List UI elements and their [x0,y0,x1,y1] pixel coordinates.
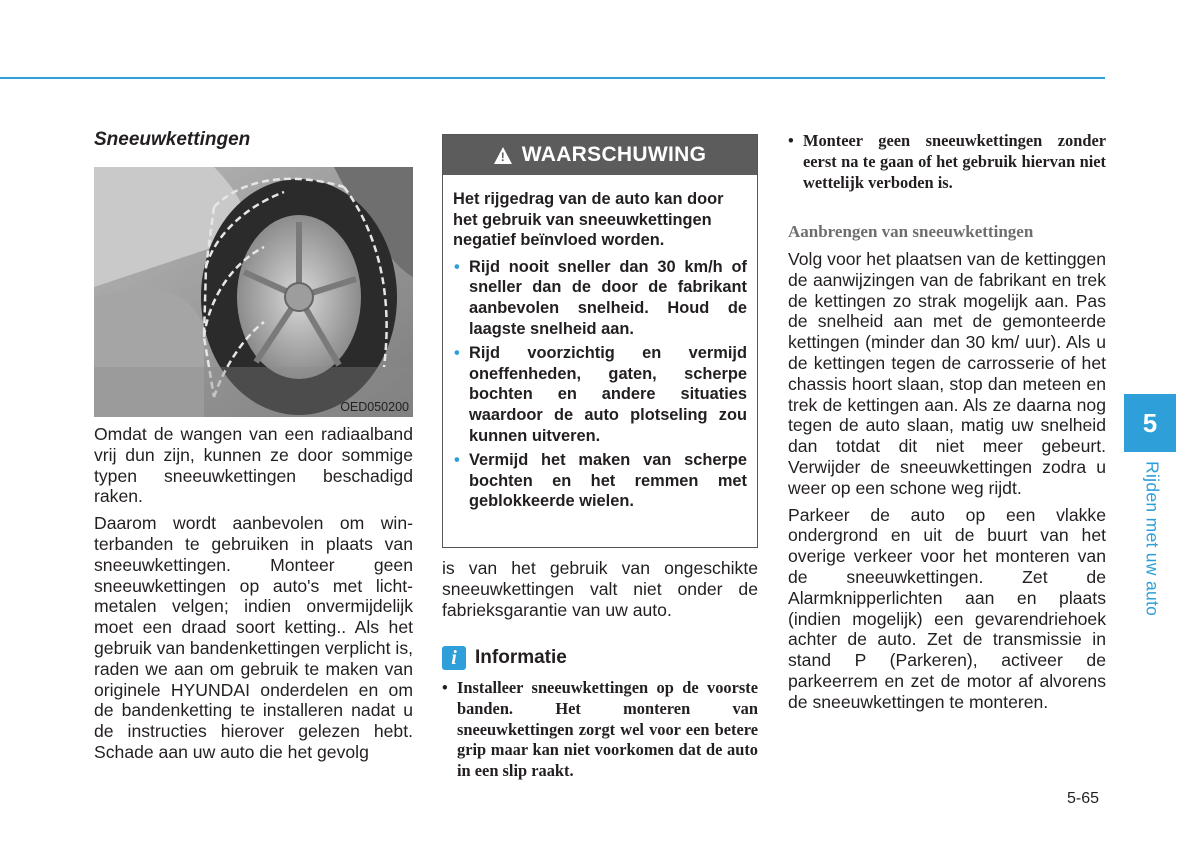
snow-chain-photo [94,167,413,417]
col2-text [442,558,758,620]
col3-text [788,249,1106,713]
warning-triangle-icon: ! [494,147,512,164]
warning-body [443,175,757,512]
warning-item: • Monteer geen sneeuwkettingen zonder eerst na te gaan of het gebruik hiervan niet wettelijk verboden is. [788,131,1106,193]
paragraph: is van het gebruik van ongeschikte sneeuwkettingen valt niet onder de fabrieksgarantie van uw auto. [442,558,758,620]
chapter-label: Rijden met uw auto [1142,461,1163,617]
photo-code: OED050200 [340,400,409,414]
info-item: • Installeer sneeuwkettingen op de voorste banden. Het monteren van sneeuwkettingen zorgt wel voor een betere grip maar kan niet voorkomen dat de auto in een slip raakt. [442,678,758,782]
warning-header [443,135,757,175]
car-wheel-illustration [94,167,413,417]
warning-item: • Rijd voorzichtig en vermijd oneffenheden, gaten, scherpe bochten en andere situaties waardoor de auto plotseling zou kunnen uitveren. [453,343,747,446]
warning-item: • Rijd nooit sneller dan 30 km/h of sneller dan de door de fabrikant aanbevolen snelheid. Houd de laagste snelheid aan. [453,257,747,339]
warning-list [453,257,747,512]
info-list [442,678,758,782]
header-rule [0,77,1105,79]
chapter-tab: 5 [1124,394,1176,452]
warning-box [442,134,758,548]
subheading: Aanbrengen van sneeuwkettingen [788,222,1034,241]
info-title: Informatie [475,647,567,668]
col3-warning-list [788,131,1106,193]
paragraph: Omdat de wangen van een radiaalband vrij dun zijn, kunnen ze door sommige typen sneeuwkettingen beschadigd raken. [94,424,413,507]
paragraph: Daarom wordt aanbevolen om winterbanden te gebruiken in plaats van sneeuwkettingen. Monteer geen sneeuwkettingen op auto's met lichtmetalen velgen; indien onvermijdelijk moet een draad soort ketting.. Als het gebruik van bandenkettingen verplicht is, raden we aan om gebruik te maken van originele HYUNDAI onderdelen en om de bandenketting te installeren nadat u de instructies hierover gelezen hebt. Schade aan uw auto die het gevolg [94,513,413,762]
warning-intro: Het rijgedrag van de auto kan door het gebruik van sneeuwkettingen negatief beïnvloed worden. [453,190,724,250]
warning-item: • Vermijd het maken van scherpe bochten en het remmen met geblokkeerde wielen. [453,450,747,512]
col1-text [94,424,413,763]
paragraph: Parkeer de auto op een vlakke ondergrond en uit de buurt van het overige verkeer voor het monteren van de sneeuwkettingen. Zet de Alarmknipperlichten aan en plaats (indien mogelijk) een gevarendriehoek achter de auto. Zet de transmissie in stand P (Parkeren), activeer de parkeerrem en zet de motor af alvorens de sneeuwkettingen te monteren. [788,504,1106,712]
info-icon: i [442,646,466,670]
warning-title: WAARSCHUWING [521,143,707,166]
info-heading [442,646,567,670]
paragraph: Volg voor het plaatsen van de kettinggen de aanwijzingen van de fabrikant en trek de kettingen zo strak mogelijk aan. Pas de snelheid aan met de gemonteerde kettingen (minder dan 30 km/ uur). Als u de kettingen tegen de carrosserie of het chassis hoort slaan, stop dan meteen en trek de kettingen aan. Als ze daarna nog tegen de auto slaan, matig uw snelheid dan totdat dit niet meer gebeurt. Verwijder de sneeuwkettingen zodra u weer op een schone weg rijdt. [788,249,1106,498]
page-number: 5-65 [1067,790,1100,807]
section-title: Sneeuwkettingen [94,129,251,150]
